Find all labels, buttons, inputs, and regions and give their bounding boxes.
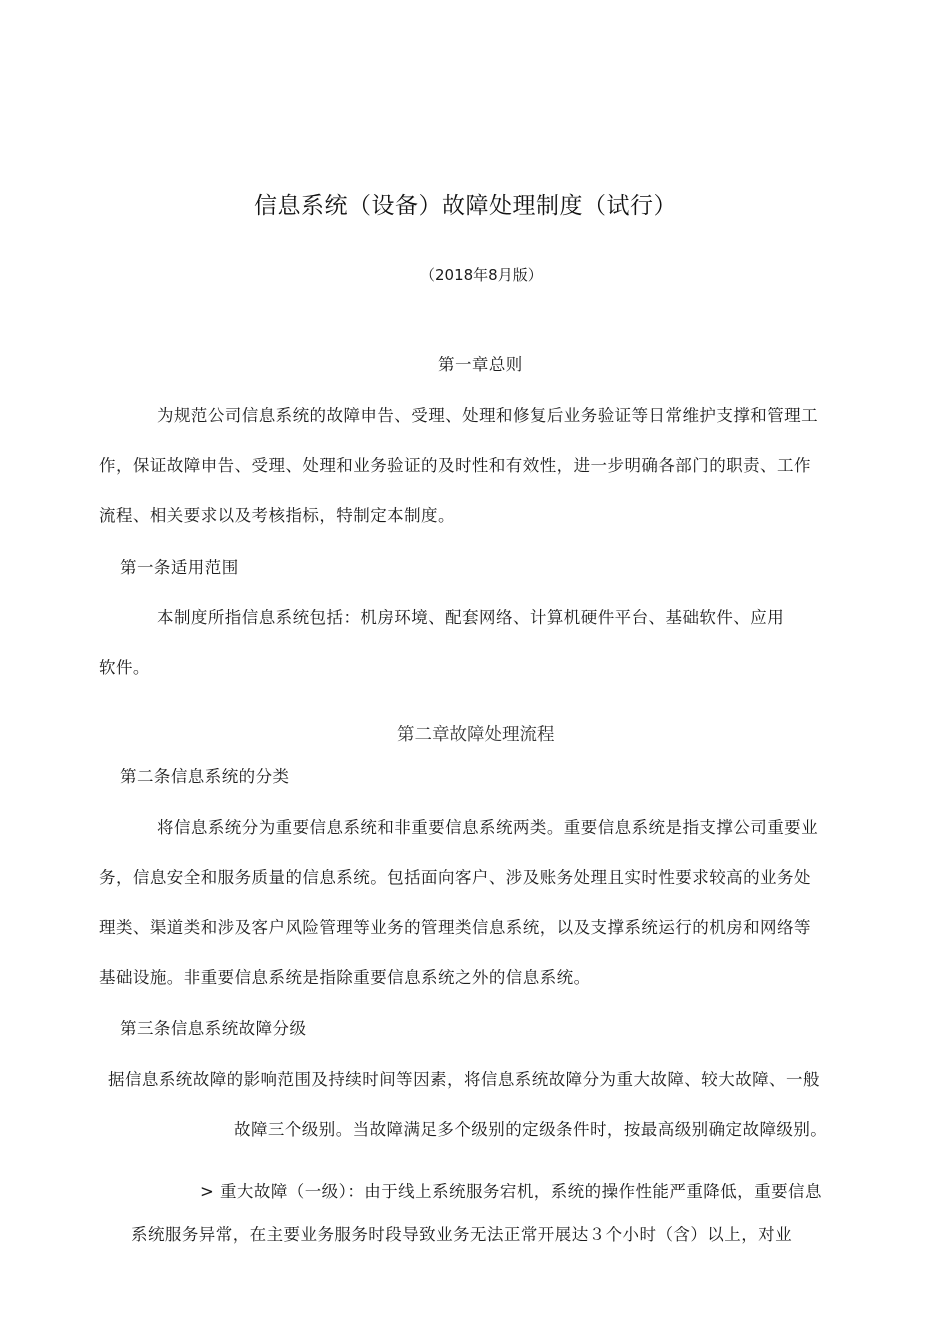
article3-body-line-1: 据信息系统故障的影响范围及持续时间等因素，将信息系统故障分为重大故障、较大故障、一般	[108, 1070, 820, 1089]
article1-heading: 第一条适用范围	[120, 558, 239, 577]
article3-body-line-2: 故障三个级别。当故障满足多个级别的定级条件时，按最高级别确定故障级别。	[234, 1120, 828, 1139]
article3-heading: 第三条信息系统故障分级	[120, 1019, 307, 1038]
chapter1-heading: 第一章总则	[438, 355, 523, 374]
document-title: 信息系统（设备）故障处理制度（试行）	[254, 193, 677, 219]
chapter1-intro-line-1: 为规范公司信息系统的故障申告、受理、处理和修复后业务验证等日常维护支撑和管理工	[157, 406, 819, 425]
article2-body-line-1: 将信息系统分为重要信息系统和非重要信息系统两类。重要信息系统是指支撑公司重要业	[157, 818, 819, 837]
level1-line-2: 系统服务异常，在主要业务服务时段导致业务无法正常开展达３个小时（含）以上，对业	[131, 1225, 793, 1244]
article2-body-line-3: 理类、渠道类和涉及客户风险管理等业务的管理类信息系统，以及支撑系统运行的机房和网络等	[99, 918, 811, 937]
chapter2-heading: 第二章故障处理流程	[397, 725, 555, 745]
level1-line-1: > 重大故障（一级）：由于线上系统服务宕机，系统的操作性能严重降低，重要信息	[200, 1182, 822, 1201]
chapter1-intro-line-2: 作，保证故障申告、受理、处理和业务验证的及时性和有效性，进一步明确各部门的职责、工作	[99, 456, 811, 475]
article1-body-line-2: 软件。	[99, 658, 150, 677]
article2-body-line-4: 基础设施。非重要信息系统是指除重要信息系统之外的信息系统。	[99, 968, 591, 987]
article1-body-line-1: 本制度所指信息系统包括：机房环境、配套网络、计算机硬件平台、基础软件、应用	[157, 608, 785, 627]
article2-heading: 第二条信息系统的分类	[120, 767, 290, 786]
chapter1-intro-line-3: 流程、相关要求以及考核指标，特制定本制度。	[99, 506, 455, 525]
document-edition: （2018年8月版）	[420, 266, 543, 284]
article2-body-line-2: 务，信息安全和服务质量的信息系统。包括面向客户、涉及账务处理且实时性要求较高的业务处	[99, 868, 811, 887]
